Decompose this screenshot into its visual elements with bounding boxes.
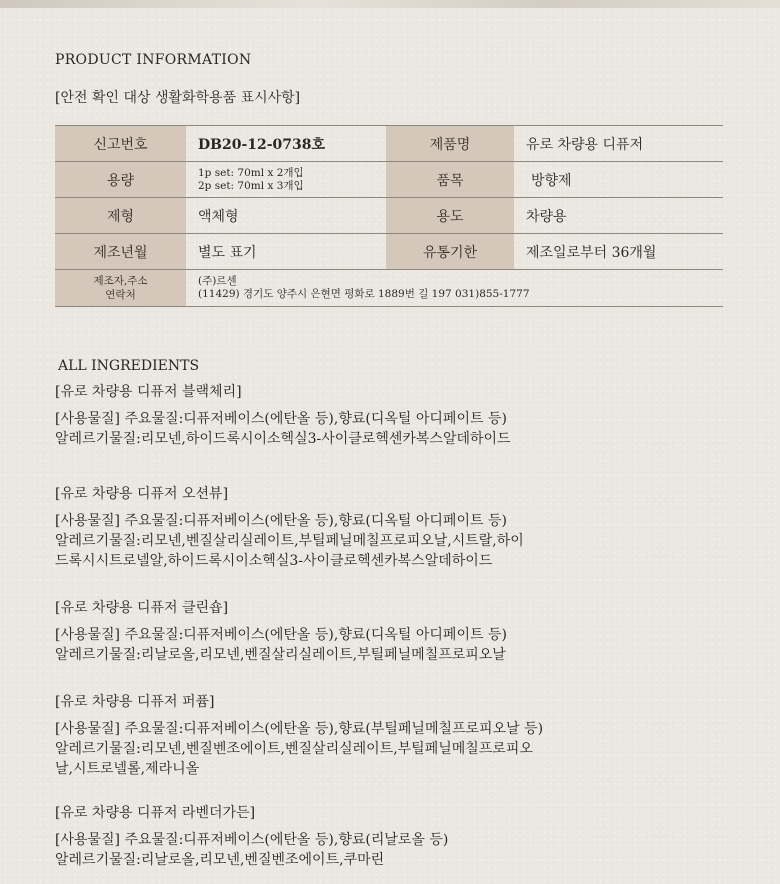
value-product-name: 유로 차량용 디퓨저	[514, 126, 723, 162]
ingredient-block	[55, 598, 507, 665]
manufacturer-name: (주)르센	[198, 275, 237, 287]
ingredient-block	[55, 484, 524, 571]
capacity-line-1: 1p set: 70ml x 2개입	[198, 166, 304, 179]
table-row	[55, 234, 723, 270]
ingredient-name: [유로 차량용 디퓨저 라벤더가든]	[55, 805, 256, 821]
value-form: 액체형	[186, 198, 386, 234]
label-usage: 용도	[386, 198, 514, 234]
ingredient-line: [사용물질] 주요물질:디퓨저베이스(에탄올 등),향료(디옥틸 아디페이트 등)	[55, 411, 507, 427]
ingredient-line: [사용물질] 주요물질:디퓨저베이스(에탄올 등),향료(리날로올 등)	[55, 832, 449, 848]
ingredient-line: 알레르기물질:리모넨,벤질벤조에이트,벤질살리실레이트,부틸페닐메칠프로피오	[55, 741, 533, 757]
value-report-number: DB20-12-0738호	[186, 126, 386, 162]
ingredient-line: 알레르기물질:리날로올,리모넨,벤질벤조에이트,쿠마린	[55, 852, 385, 868]
value-manufacture-date: 별도 표기	[186, 234, 386, 270]
label-category: 품목	[386, 162, 514, 198]
ingredient-name: [유로 차량용 디퓨저 블랙체리]	[55, 384, 242, 400]
ingredient-line: 날,시트로넬롤,제라니올	[55, 761, 200, 777]
ingredient-line: [사용물질] 주요물질:디퓨저베이스(에탄올 등),향료(디옥틸 아디페이트 등)	[55, 513, 507, 529]
capacity-line-2: 2p set: 70ml x 3개입	[198, 179, 304, 192]
label-expiry: 유통기한	[386, 234, 514, 270]
product-page	[55, 50, 723, 868]
label-manufacture-date: 제조년월	[55, 234, 186, 270]
value-manufacturer	[186, 270, 723, 307]
value-expiry: 제조일로부터 36개월	[514, 234, 723, 270]
ingredient-name: [유로 차량용 디퓨저 퍼퓸]	[55, 694, 215, 710]
ingredient-block	[55, 692, 543, 779]
ingredient-line: 알레르기물질:리모넨,벤질살리실레이트,부틸페닐메칠프로피오날,시트랄,하이	[55, 533, 524, 549]
ingredient-block	[55, 382, 511, 449]
product-info-subtitle: [안전 확인 대상 생활화학용품 표시사항]	[55, 90, 301, 106]
label-product-name: 제품명	[386, 126, 514, 162]
label-manufacturer	[55, 270, 186, 307]
top-band	[0, 0, 780, 8]
manufacturer-label-line-1: 제조자,주소	[93, 275, 148, 287]
value-capacity	[186, 162, 386, 198]
label-report-number: 신고번호	[55, 126, 186, 162]
ingredient-block	[55, 803, 448, 870]
ingredient-name: [유로 차량용 디퓨저 클린숍]	[55, 600, 229, 616]
table-row	[55, 162, 723, 198]
label-form: 제형	[55, 198, 186, 234]
ingredient-line: 알레르기물질:리모넨,하이드록시이소헥실3-사이클로헥센카복스알데하이드	[55, 431, 511, 447]
ingredient-line: 알레르기물질:리날로올,리모넨,벤질살리실레이트,부틸페닐메칠프로피오날	[55, 647, 506, 663]
value-category: 방향제	[514, 162, 723, 198]
table-row	[55, 126, 723, 162]
ingredient-line: [사용물질] 주요물질:디퓨저베이스(에탄올 등),향료(디옥틸 아디페이트 등)	[55, 627, 507, 643]
label-capacity: 용량	[55, 162, 186, 198]
ingredients-section	[55, 356, 723, 868]
value-usage: 차량용	[514, 198, 723, 234]
manufacturer-label-line-2: 연락처	[105, 289, 136, 301]
product-info-title: PRODUCT INFORMATION	[55, 52, 252, 68]
ingredient-line: [사용물질] 주요물질:디퓨저베이스(에탄올 등),향료(부틸페닐메칠프로피오날 등)	[55, 721, 544, 737]
table-row	[55, 270, 723, 307]
ingredient-name: [유로 차량용 디퓨저 오션뷰]	[55, 486, 229, 502]
manufacturer-address: (11429) 경기도 양주시 은현면 평화로 1889번 길 197 031)855-1777	[198, 288, 530, 300]
product-info-table	[55, 125, 723, 307]
ingredient-line: 드록시시트로넬알,하이드록시이소헥실3-사이클로헥센카복스알데하이드	[55, 553, 493, 569]
ingredients-title: ALL INGREDIENTS	[58, 358, 200, 374]
table-row	[55, 198, 723, 234]
